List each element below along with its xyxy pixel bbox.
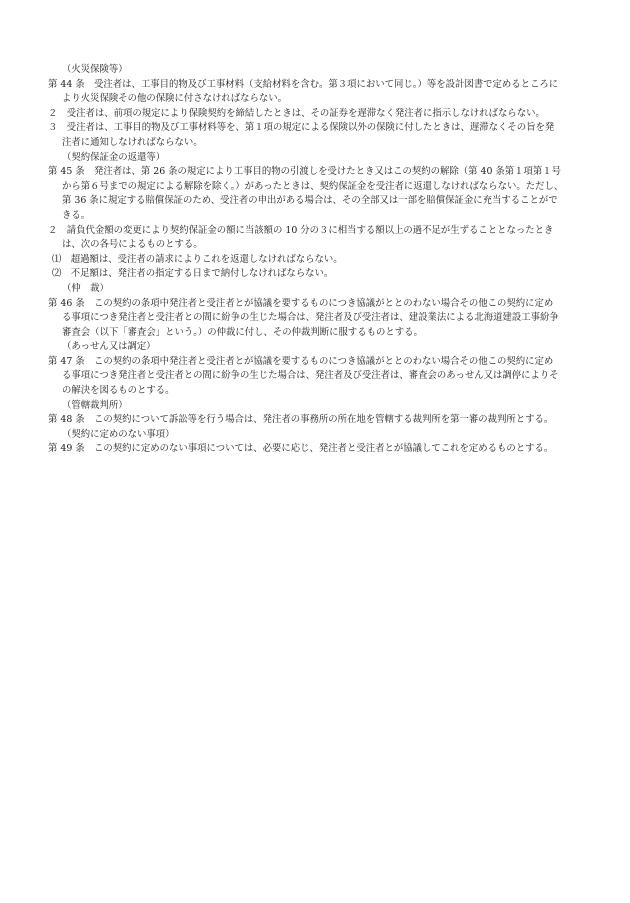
paragraph-line: ３ 受注者は、工事目的物及び工事材料等を、第１項の規定による保険以外の保険に付したときは、遅滞なくその旨を発 <box>48 122 555 134</box>
article-line: 第 47 条 この契約の条項中発注者と受注者とが協議を要するものにつき協議がととのわない場合その他この契約に定め <box>48 355 554 367</box>
list-item: ⑴ 超過額は、受注者の請求によりこれを返還しなければならない。 <box>52 253 343 265</box>
article-heading: （仲 裁） <box>62 282 109 294</box>
article-line: きる。 <box>62 209 91 221</box>
article-line: より火災保険その他の保険に付さなければならない。 <box>62 93 288 105</box>
article-line: 第 36 条に規定する賠償保証のため、受注者の申出がある場合は、その全部又は一部を賠償保証金に充当することがで <box>62 195 558 207</box>
article-line: る事項につき発注者と受注者との間に紛争の生じた場合は、発注者及び受注者は、建設業法による北海道建設工事紛争 <box>62 312 559 324</box>
paragraph-line: ２ 受注者は、前項の規定により保険契約を締結したときは、その証券を遅滞なく発注者に指示しなければならない。 <box>48 107 545 119</box>
document-body <box>48 63 584 457</box>
article-heading: （あっせん又は調定） <box>62 341 156 353</box>
article-line: 第 49 条 この契約に定めのない事項については、必要に応じ、発注者と受注者とが協議してこれを定めるものとする。 <box>48 443 554 455</box>
article-heading: （管轄裁判所） <box>62 399 128 411</box>
article-line: 第 45 条 発注者は、第 26 条の規定により工事目的物の引渡しを受けたとき又はこの契約の解除（第 40 条第１項第１号 <box>48 166 562 178</box>
article-line: 第 46 条 この契約の条項中発注者と受注者とが協議を要するものにつき協議がととのわない場合その他この契約に定め <box>48 297 554 309</box>
article-line: 第 48 条 この契約について訴訟等を行う場合は、発注者の事務所の所在地を管轄する裁判所を第一審の裁判所とする。 <box>48 414 554 426</box>
article-line: 審査会（以下「審査会」という。）の仲裁に付し、その仲裁判断に服するものとする。 <box>62 326 423 338</box>
article-line: から第６号までの規定による解除を除く。）があったときは、契約保証金を受注者に返還しなければならない。ただし、 <box>62 180 564 192</box>
article-heading: （契約に定めのない事項） <box>62 428 175 440</box>
paragraph-line: 注者に通知しなければならない。 <box>62 136 203 148</box>
paragraph-line: は、次の各号によるものとする。 <box>62 239 203 251</box>
paragraph-line: ２ 請負代金額の変更により契約保証金の額に当該額の 10 分の３に相当する額以上の過不足が生ずることとなったとき <box>48 224 554 236</box>
article-heading: （火災保険等） <box>62 64 128 75</box>
article-line: る事項につき発注者と受注者との間に紛争の生じた場合は、発注者及び受注者は、審査会のあっせん又は調停によりそ <box>62 370 559 382</box>
article-heading: （契約保証金の返還等） <box>62 151 166 163</box>
article-line: 第 44 条 受注者は、工事目的物及び工事材料（支給材料を含む。第３項において同じ。）等を設計図書で定めるところに <box>48 78 559 90</box>
list-item: ⑵ 不足額は、発注者の指定する日まで納付しなければならない。 <box>52 268 334 280</box>
article-line: の解決を図るものとする。 <box>62 385 175 397</box>
